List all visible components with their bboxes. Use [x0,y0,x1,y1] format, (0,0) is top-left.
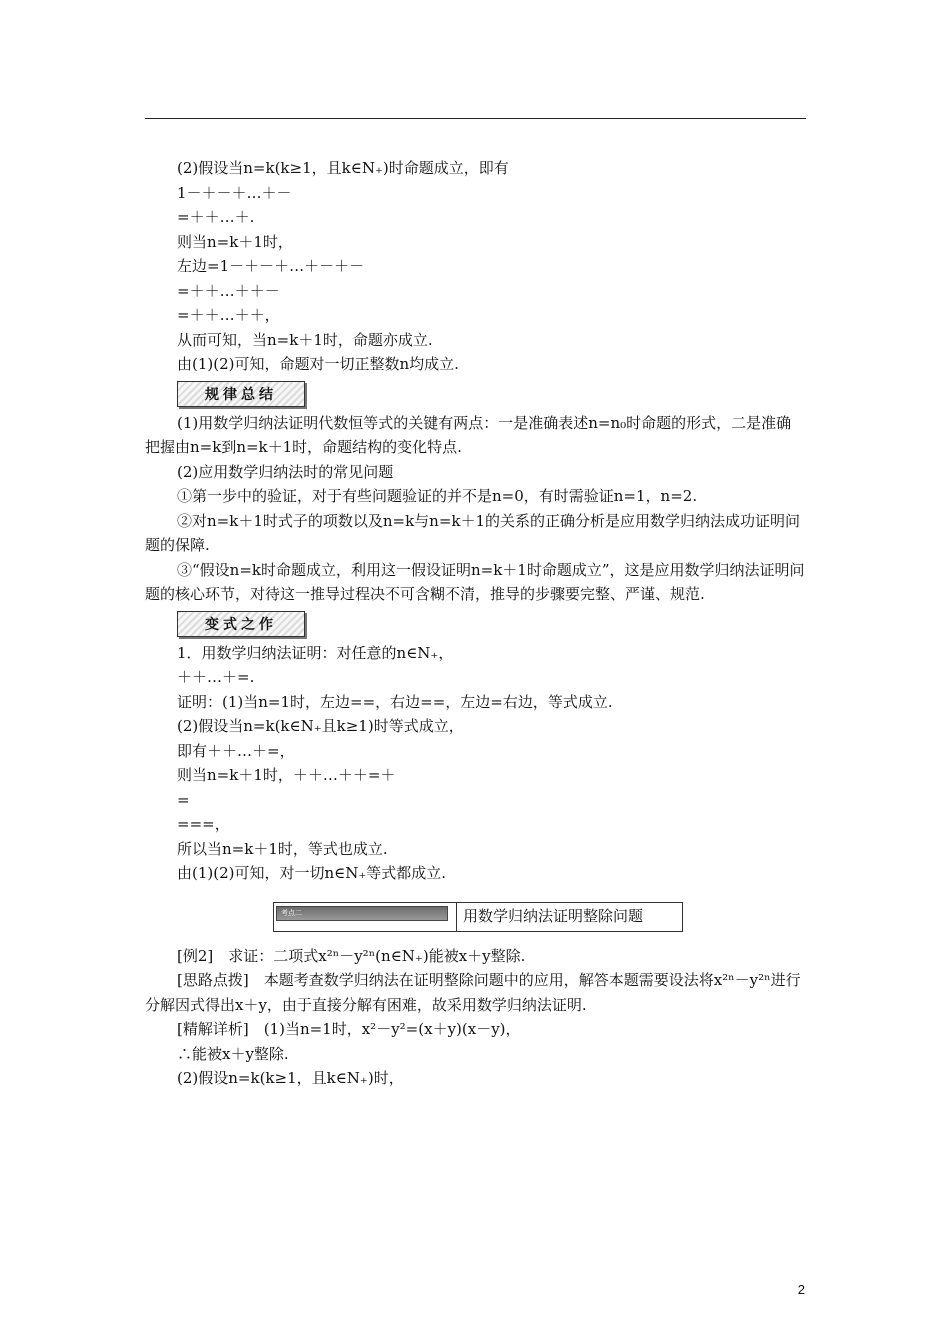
text-line: 则当n=k＋1时，＋＋…＋＋=＋ [177,766,396,784]
text-line: 即有＋＋…＋=， [177,741,295,760]
text-line: 1．用数学归纳法证明：对任意的n∈N₊， [177,643,454,662]
example-paragraph: [思路点拨] 本题考查数学归纳法在证明整除问题中的应用，解答本题需要设法将x²ⁿ－y²ⁿ进行分解因式得出x＋y，由于直接分解有困难，故采用数学归纳法证明. [145,971,801,1014]
text-line: 由(1)(2)可知，命题对一切正整数n均成立. [177,355,459,373]
section-title-box [273,902,683,932]
example-line: ∴能被x＋y整除. [177,1044,289,1063]
text-line: =＋＋…＋＋， [177,306,280,324]
summary-header-bar [177,381,305,407]
summary-header: 规律总结 [205,386,277,403]
page-content [145,156,806,1091]
page-number: 2 [797,1282,805,1297]
summary-paragraph: (2)应用数学归纳法时的常见问题 [177,462,394,481]
variant-header-bar [177,611,305,637]
text-line: 由(1)(2)可知，对一切n∈N₊等式都成立. [177,864,447,882]
summary-paragraph: ②对n=k＋1时式子的项数以及n=k与n=k＋1的关系的正确分析是应用数学归纳法成功证明问题的保障. [145,511,801,554]
text-line: ＋＋…＋=. [177,668,255,686]
text-line: 1－＋－＋…＋－ [177,183,292,202]
text-line: (2)假设当n=k(k∈N₊且k≥1)时等式成立， [177,717,464,735]
text-line: ===， [177,815,230,833]
example-line: [精解详析] (1)当n=1时，x²－y²=(x＋y)(x－y)， [177,1020,521,1038]
section-tag: 考点二 [276,906,448,921]
text-line: = [177,790,190,809]
example-line: [例2] 求证：二项式x²ⁿ－y²ⁿ(n∈N₊)能被x＋y整除. [177,946,526,965]
text-line: =＋＋…＋. [177,208,255,226]
text-line: (2)假设当n=k(k≥1，且k∈N₊)时命题成立，即有 [177,159,509,177]
text-line: 从而可知，当n=k＋1时，命题亦成立. [177,330,433,349]
text-line: 证明：(1)当n=1时，左边==，右边==，左边=右边，等式成立. [177,692,613,711]
summary-paragraph: ①第一步中的验证，对于有些问题验证的并不是n=0，有时需验证n=1，n=2. [177,487,698,505]
example-line: (2)假设n=k(k≥1，且k∈N₊)时， [177,1069,404,1087]
header-rule [145,118,806,119]
summary-paragraph: (1)用数学归纳法证明代数恒等式的关键有两点：一是准确表述n=n₀时命题的形式，二是准确把握由n=k到n=k＋1时，命题结构的变化特点. [145,413,792,456]
variant-header: 变式之作 [205,616,277,633]
summary-paragraph: ③“假设n=k时命题成立，利用这一假设证明n=k＋1时命题成立”，这是应用数学归纳法证明问题的核心环节，对待这一推导过程决不可含糊不清，推导的步骤要完整、严谨、规范. [145,560,805,603]
text-line: 所以当n=k＋1时，等式也成立. [177,839,388,858]
text-line: =＋＋…＋＋－ [177,281,280,300]
text-line: 左边=1－＋－＋…＋－＋－ [177,257,365,275]
text-line: 则当n=k＋1时， [177,232,293,251]
section-title: 用数学归纳法证明整除问题 [456,903,682,931]
